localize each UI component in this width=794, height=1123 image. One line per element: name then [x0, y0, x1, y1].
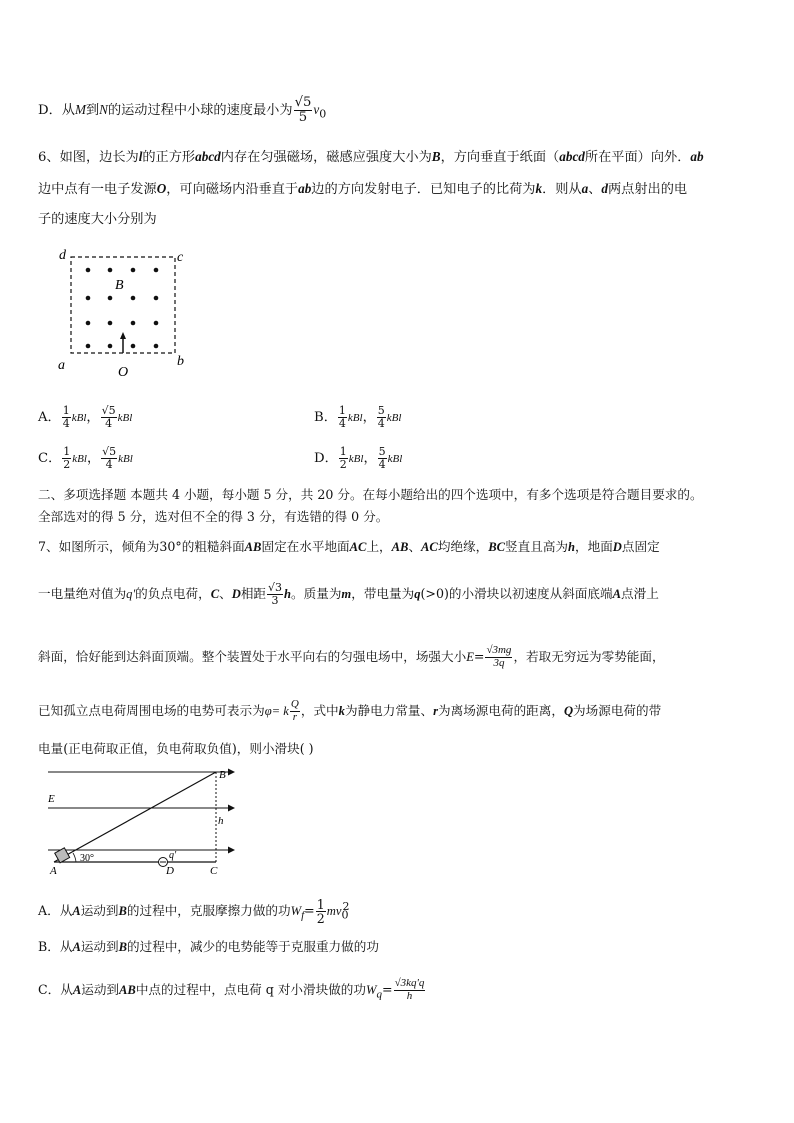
- q6-line-3: 子的速度大小分别为: [38, 212, 157, 227]
- label-h: h: [218, 815, 224, 827]
- label-B: B: [115, 278, 124, 293]
- fraction: $\frac{√5}{5}$: [294, 95, 312, 125]
- q6-line-2: 边中点有一电子发源O，可向磁场内沿垂直于ab边的方向发射电子．已知电子的比荷为k．则从a、d两点射出的电: [38, 181, 688, 197]
- label-b: b: [177, 354, 184, 369]
- option-label: D．: [38, 103, 62, 118]
- label-E: E: [48, 793, 55, 805]
- q7-option-b: B．从A运动到B的过程中，减少的电势能等于克服重力做的功: [38, 939, 379, 954]
- q7-line-3: 斜面，恰好能到达斜面顶端。整个装置处于水平向右的匀强电场中，场强大小E= $\frac{√3mg}{3q}$ ，若取无穷远为零势能面，: [38, 644, 665, 669]
- q5-option-d: D．从M到N的运动过程中小球的速度最小为 $\frac{√5}{5}$ $v_0$: [38, 95, 327, 125]
- q7-line-2: 一电量绝对值为q'的负点电荷，C、D相距 $\frac{√3}{3}$ h。质量为m，带电量为q(>0)的小滑块以初速度从斜面底端A点滑上: [38, 581, 659, 607]
- q7-option-a: A．从A运动到B的过程中，克服摩擦力做的功$W_f=$ $\frac{1}{2}$ $mv_0^2$: [38, 896, 350, 927]
- q6-option-b: B． $\frac{1}{4}$ kBl， $\frac{5}{4}$ kBl: [314, 404, 402, 430]
- label-C: C: [210, 865, 218, 877]
- label-d: d: [59, 248, 66, 263]
- q6-option-d: D． $\frac{1}{2}$ kBl， $\frac{5}{4}$ kBl: [314, 445, 403, 471]
- label-A: A: [50, 865, 57, 877]
- label-D: D: [166, 865, 174, 877]
- q7-line-4: 已知孤立点电荷周围电场的电势可表示为φ= k $\frac{Q}{r}$ ，式中k为静电力常量、r为离场源电荷的距离，Q为场源电荷的带: [38, 698, 662, 723]
- q6-option-c: C． $\frac{1}{2}$ kBl， $\frac{√5}{4}$ kBl: [38, 445, 133, 471]
- section-instructions: 全部选对的得 5 分，选对但不全的得 3 分，有选错的得 0 分。: [38, 509, 389, 524]
- q6-line-1: 6、如图，边长为l的正方形abcd内存在匀强磁场，磁感应强度大小为B，方向垂直于纸面（abcd所在平面）向外．ab: [38, 149, 704, 165]
- q7-line-5: 电量(正电荷取正值，负电荷取负值)，则小滑块( ): [38, 741, 314, 756]
- q7-option-c: C．从A运动到AB中点的过程中，点电荷 q 对小滑块做的功$W_q=$ $\frac{√3kq'q}{h}$: [38, 977, 425, 1002]
- q6-magnetic-field-figure: [55, 245, 195, 380]
- label-O: O: [118, 365, 129, 380]
- label-angle: 30°: [80, 853, 94, 864]
- section-heading: 二、多项选择题 本题共 4 小题，每小题 5 分，共 20 分。在每小题给出的四个选项中，有多个选项是符合题目要求的。: [38, 487, 703, 502]
- label-c: c: [177, 250, 184, 265]
- q6-option-a: A． $\frac{1}{4}$ kBl， $\frac{√5}{4}$ kBl: [38, 404, 133, 430]
- label-B: B: [219, 769, 226, 781]
- label-a: a: [58, 358, 65, 373]
- label-qprime: q': [169, 850, 177, 861]
- q7-line-1: 7、如图所示，倾角为30°的粗糙斜面AB固定在水平地面AC上，AB、AC均绝缘，BC竖直且高为h，地面D点固定: [38, 539, 660, 554]
- q7-incline-figure: [40, 764, 250, 879]
